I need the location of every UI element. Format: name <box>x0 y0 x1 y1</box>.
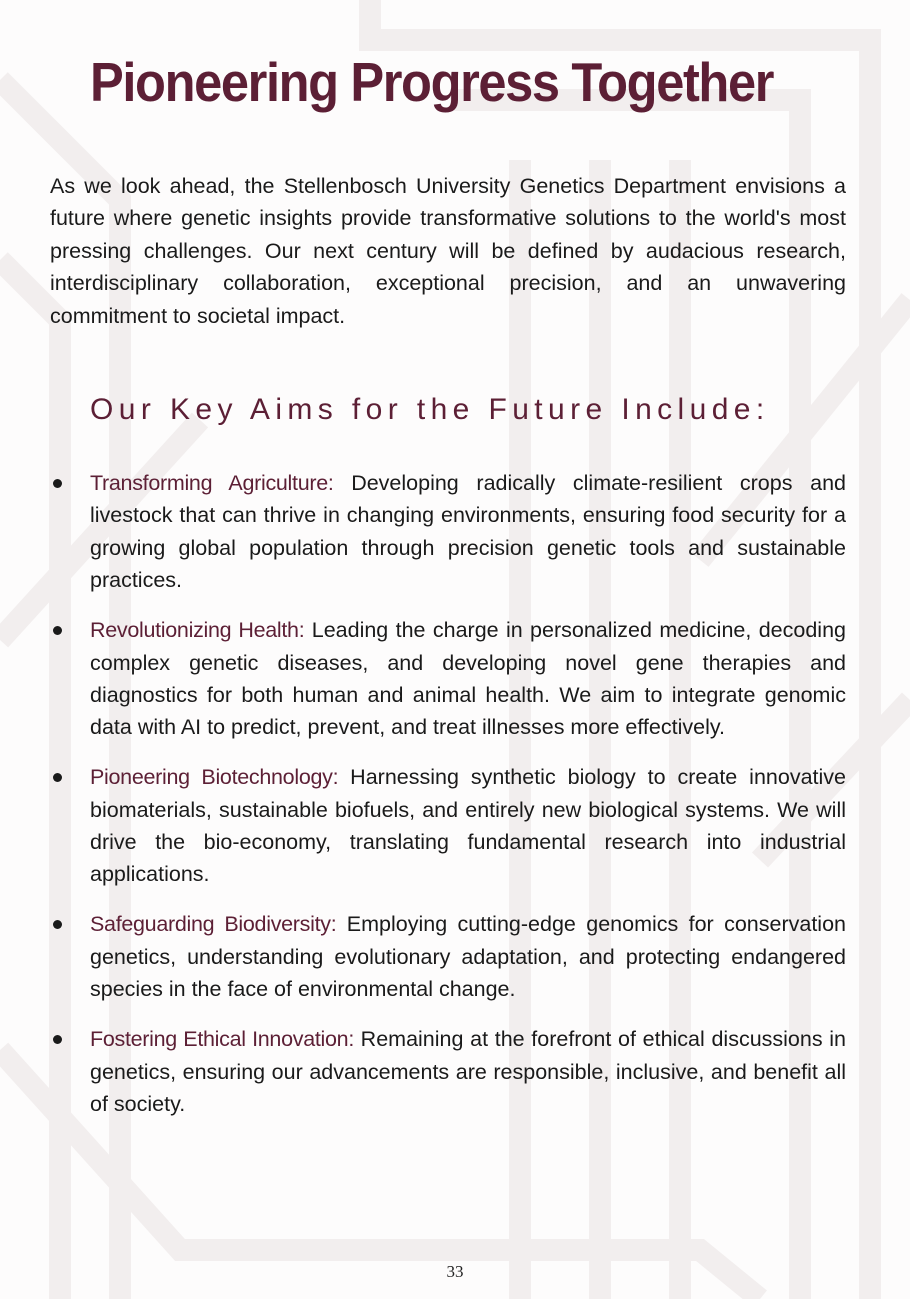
aim-term: Fostering Ethical Innovation: <box>90 1027 354 1052</box>
aims-list <box>50 467 846 1138</box>
aim-term: Transforming Agriculture: <box>90 471 334 495</box>
page-title: Pioneering Progress Together <box>90 51 774 113</box>
aim-text: Developing radically climate-resilient crops and livestock that can thrive in changing environments, ensuring food security for a growing global population through precision genetic tools and sustainable practices. <box>90 471 846 593</box>
aim-text: Leading the charge in personalized medicine, decoding complex genetic diseases, and developing novel gene therapies and diagnostics for both human and animal health. We aim to integrate genomic data with AI to predict, prevent, and treat illnesses more effectively. <box>90 618 846 740</box>
aim-item <box>50 467 846 597</box>
aim-item <box>50 1023 846 1120</box>
aim-text: Employing cutting-edge genomics for conservation genetics, understanding evolutionary adaptation, and protecting endangered species in the face of environmental change. <box>90 912 847 1002</box>
bullet-icon <box>53 626 62 635</box>
aim-term: Pioneering Biotechnology: <box>90 765 339 790</box>
aims-heading: Our Key Aims for the Future Include: <box>90 393 770 426</box>
aim-item <box>50 614 846 744</box>
page-number: 33 <box>446 1262 464 1281</box>
aim-item <box>50 761 846 891</box>
bullet-icon <box>53 920 62 929</box>
aim-term: Safeguarding Biodiversity: <box>90 912 337 937</box>
bullet-icon <box>53 1035 62 1044</box>
intro-paragraph: As we look ahead, the Stellenbosch University Genetics Department envisions a future where genetic insights provide transformative solutions to the world's most pressing challenges. Our next century will be defined by audacious research, interdisciplinary collaboration, exceptional precision, and an unwavering commitment to societal impact. <box>50 174 846 328</box>
aim-text: Remaining at the forefront of ethical discussions in genetics, ensuring our advancements are responsible, inclusive, and benefit all of society. <box>90 1027 846 1116</box>
aim-text: Harnessing synthetic biology to create innovative biomaterials, sustainable biofuels, and entirely new biological systems. We will drive the bio-economy, translating fundamental research into industrial applications. <box>90 765 846 887</box>
bullet-icon <box>53 773 62 782</box>
aim-term: Revolutionizing Health: <box>90 618 305 643</box>
aim-item <box>50 908 846 1005</box>
bullet-icon <box>53 479 62 488</box>
